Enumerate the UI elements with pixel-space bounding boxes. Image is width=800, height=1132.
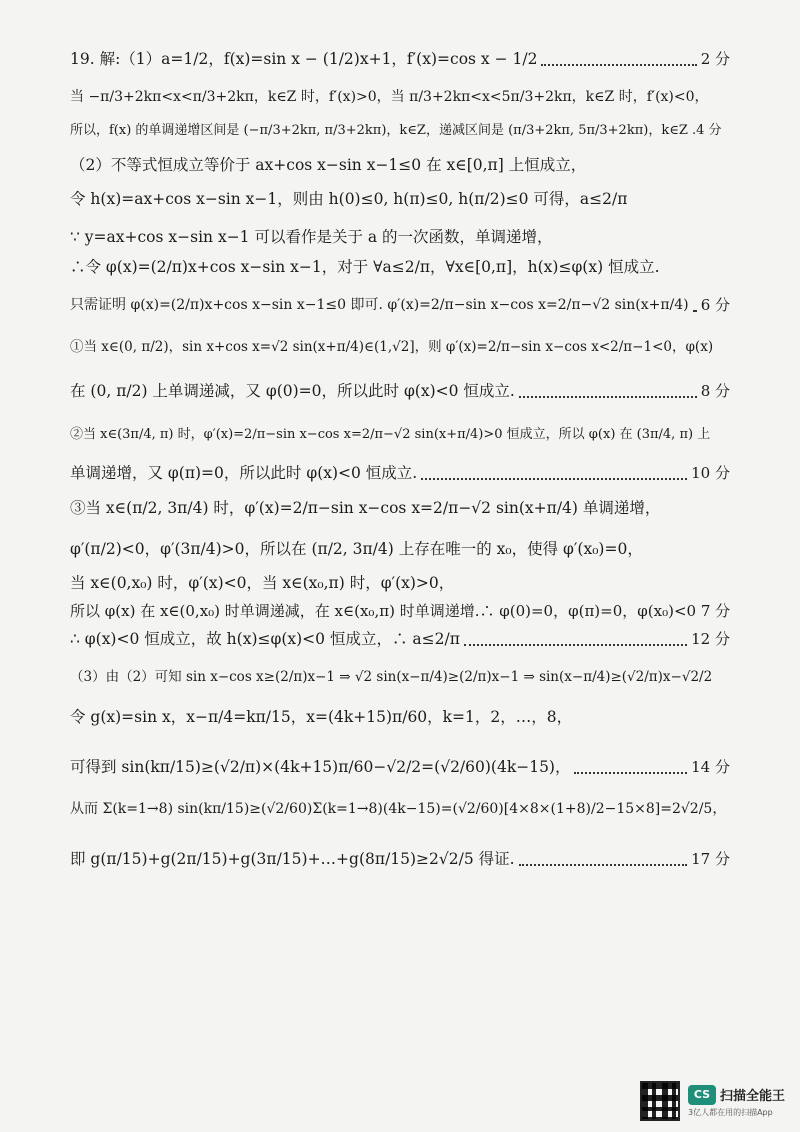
qr-code-icon xyxy=(640,1081,680,1121)
brand-block xyxy=(688,1085,785,1118)
solution-text: 即 g(π/15)+g(2π/15)+g(3π/15)+…+g(8π/15)≥2√2/5 得证. xyxy=(70,850,515,868)
solution-text: 单调递增，又 φ(π)=0，所以此时 φ(x)<0 恒成立. xyxy=(70,464,418,482)
solution-text: ②当 x∈(3π/4, π) 时，φ′(x)=2/π−sin x−cos x=2/π−√2 sin(x+π/4)>0 恒成立，所以 φ(x) 在 (3π/4, π) 上 xyxy=(70,427,711,442)
solution-line xyxy=(70,798,730,820)
cs-logo-icon: CS xyxy=(688,1085,716,1105)
solution-line xyxy=(70,572,730,594)
solution-text: 令 h(x)=ax+cos x−sin x−1，则由 h(0)≤0, h(π)≤0, h(π/2)≤0 可得，a≤2/π xyxy=(70,190,628,208)
leader-dots xyxy=(574,772,687,774)
score-mark: 6 分 xyxy=(700,296,730,314)
solution-text: 只需证明 φ(x)=(2/π)x+cos x−sin x−1≤0 即可. φ′(x)=2/π−sin x−cos x=2/π−√2 sin(x+π/4) xyxy=(70,297,689,313)
solution-line xyxy=(70,120,730,142)
solution-text: φ′(π/2)<0，φ′(3π/4)>0，所以在 (π/2, 3π/4) 上存在唯一的 x₀，使得 φ′(x₀)=0， xyxy=(70,540,643,558)
solution-line xyxy=(70,462,730,484)
score-mark: 14 分 xyxy=(691,758,730,776)
solution-line xyxy=(70,756,730,778)
solution-text: 19. 解:（1）a=1/2，f(x)=sin x − (1/2)x+1，f′(x)=cos x − 1/2 xyxy=(70,50,538,68)
solution-text: （3）由（2）可知 sin x−cos x≥(2/π)x−1 ⇒ √2 sin(x−π/4)≥(2/π)x−1 ⇒ sin(x−π/4)≥(√2/π)x−√2/2 xyxy=(70,669,713,685)
solution-line xyxy=(70,154,730,176)
solution-line xyxy=(70,336,730,358)
leader-dots xyxy=(541,64,696,66)
solution-text: ①当 x∈(0, π/2)，sin x+cos x=√2 sin(x+π/4)∈(1,√2]，则 φ′(x)=2/π−sin x−cos x<2/π−1<0，φ(x) xyxy=(70,339,714,355)
leader-dots xyxy=(519,396,697,398)
solution-line xyxy=(70,848,730,870)
score-mark: 10 分 xyxy=(691,464,730,482)
solution-text: 当 x∈(0,x₀) 时，φ′(x)<0，当 x∈(x₀,π) 时，φ′(x)>0， xyxy=(70,574,455,592)
solution-line xyxy=(70,294,730,316)
solution-text: 可得到 sin(kπ/15)≥(√2/π)×(4k+15)π/60−√2/2=(√2/60)(4k−15)， xyxy=(70,758,571,776)
solution-text: 所以，f(x) 的单调递增区间是 (−π/3+2kπ, π/3+2kπ)，k∈Z，递减区间是 (π/3+2kπ, 5π/3+2kπ)，k∈Z .4 分 xyxy=(70,123,722,138)
leader-dots xyxy=(519,864,688,866)
solution-line xyxy=(70,256,730,278)
solution-text: ③当 x∈(π/2, 3π/4) 时，φ′(x)=2/π−sin x−cos x=2/π−√2 sin(x+π/4) 单调递增， xyxy=(70,499,661,517)
solution-line xyxy=(70,538,730,560)
solution-text: 从而 Σ(k=1→8) sin(kπ/15)≥(√2/60)Σ(k=1→8)(4k−15)=(√2/60)[4×8×(1+8)/2−15×8]=2√2/5， xyxy=(70,801,727,817)
solution-line xyxy=(70,600,730,622)
solution-text: ∴ φ(x)<0 恒成立，故 h(x)≤φ(x)<0 恒成立，∴ a≤2/π xyxy=(70,630,460,648)
brand-tagline: 3亿人都在用的扫描App xyxy=(688,1107,773,1117)
solution-line xyxy=(70,628,730,650)
score-mark: 17 分 xyxy=(691,850,730,868)
solution-text: 所以 φ(x) 在 x∈(0,x₀) 时单调递减，在 x∈(x₀,π) 时单调递增.∴ φ(0)=0，φ(π)=0，φ(x₀)<0 7 分 xyxy=(70,602,731,620)
solution-line xyxy=(70,424,730,446)
solution-line xyxy=(70,497,730,519)
solution-line xyxy=(70,48,730,70)
score-mark: 8 分 xyxy=(700,382,730,400)
leader-dots xyxy=(464,644,687,646)
solution-text: ∴令 φ(x)=(2/π)x+cos x−sin x−1，对于 ∀a≤2/π，∀x∈[0,π]，h(x)≤φ(x) 恒成立. xyxy=(70,258,660,276)
solution-text: 当 −π/3+2kπ<x<π/3+2kπ，k∈Z 时，f′(x)>0，当 π/3+2kπ<x<5π/3+2kπ，k∈Z 时，f′(x)<0， xyxy=(70,89,709,105)
solution-line xyxy=(70,380,730,402)
solution-line xyxy=(70,86,730,108)
brand-name: 扫描全能王 xyxy=(720,1089,786,1104)
leader-dots xyxy=(693,310,697,312)
solution-text: （2）不等式恒成立等价于 ax+cos x−sin x−1≤0 在 x∈[0,π] 上恒成立， xyxy=(70,156,587,174)
score-mark: 2 分 xyxy=(700,50,730,68)
solution-line xyxy=(70,666,730,688)
solution-text: ∵ y=ax+cos x−sin x−1 可以看作是关于 a 的一次函数，单调递增， xyxy=(70,228,553,246)
solution-line xyxy=(70,188,730,210)
scanner-watermark xyxy=(640,1080,790,1122)
solution-line xyxy=(70,226,730,248)
solution-text: 在 (0, π/2) 上单调递减，又 φ(0)=0，所以此时 φ(x)<0 恒成立. xyxy=(70,382,515,400)
solution-line xyxy=(70,706,730,728)
score-mark: 12 分 xyxy=(691,630,730,648)
solution-text: 令 g(x)=sin x，x−π/4=kπ/15，x=(4k+15)π/60，k=1，2，…，8， xyxy=(70,708,573,726)
leader-dots xyxy=(421,478,687,480)
